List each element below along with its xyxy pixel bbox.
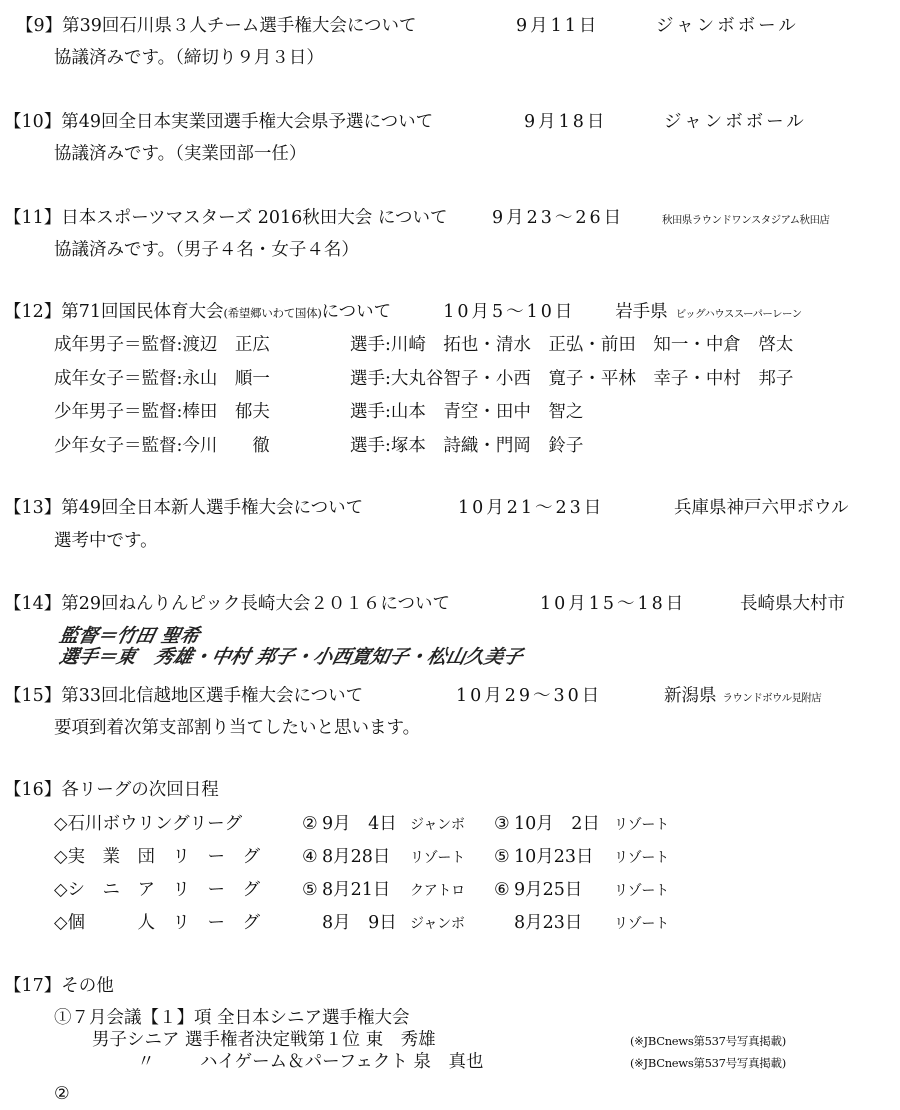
team-players: 選手:川崎 拓也・清水 正弘・前田 知一・中倉 啓太 xyxy=(350,335,794,355)
section-10-date: 9月18日 xyxy=(524,112,608,132)
section-15-heading xyxy=(4,684,821,710)
league-name: ◇実 業 団 リ ー グ xyxy=(54,847,260,867)
league-date: 8月23日 xyxy=(514,913,583,933)
league-row xyxy=(54,812,669,837)
section-15-venue: 新潟県 xyxy=(664,686,717,706)
section-11-heading xyxy=(4,206,829,232)
section-14-date: 10月15～18日 xyxy=(540,594,687,614)
team-category: 成年男子＝監督:渡辺 正広 xyxy=(54,335,270,355)
league-row xyxy=(54,878,669,903)
section-13-date: 10月21～23日 xyxy=(458,498,605,518)
team-category: 少年男子＝監督:棒田 郁夫 xyxy=(54,402,270,422)
league-date: 10月 2日 xyxy=(514,814,600,834)
section-9-title: 【9】第39回石川県３人チーム選手権大会について xyxy=(16,16,417,36)
league-name: ◇石川ボウリングリーグ xyxy=(54,814,243,834)
section-15-title: 【15】第33回北信越地区選手権大会について xyxy=(4,686,364,706)
section-12-row xyxy=(54,434,583,458)
section-14-venue: 長崎県大村市 xyxy=(740,594,845,614)
section-14-heading xyxy=(4,592,845,616)
section-12-row xyxy=(54,367,793,391)
section-13-title: 【13】第49回全日本新人選手権大会について xyxy=(4,498,364,518)
section-10-heading xyxy=(4,110,807,134)
section-10-status: 協議済みです。（実業団部一任） xyxy=(54,144,307,164)
section-9-venue: ジャンボボール xyxy=(656,16,799,36)
round-number: ⑥ xyxy=(494,880,510,900)
league-row xyxy=(54,911,669,936)
section-11-title: 【11】日本スポーツマスターズ 2016秋田大会 について xyxy=(4,208,448,228)
ditto-mark: 〃 xyxy=(137,1052,155,1072)
league-date: 10月23日 xyxy=(514,847,594,867)
league-name: ◇個 人 リ ー グ xyxy=(54,913,260,933)
section-12-title-sub: (希望郷いわて国体) xyxy=(223,306,322,320)
league-venue: リゾート xyxy=(410,850,465,866)
league-date: 9月 4日 xyxy=(322,814,397,834)
section-10-venue: ジャンボボール xyxy=(664,112,807,132)
league-venue: リゾート xyxy=(614,850,669,866)
round-number: ③ xyxy=(494,814,510,834)
section-12-row xyxy=(54,333,793,357)
team-category: 成年女子＝監督:永山 順一 xyxy=(54,369,270,389)
photo-note: (※JBCnews第537号写真掲載) xyxy=(630,1034,786,1048)
round-number: ④ xyxy=(302,847,318,867)
section-9-date: 9月11日 xyxy=(516,16,600,36)
section-17-heading: 【17】その他 xyxy=(4,976,114,996)
round-number: ⑤ xyxy=(302,880,318,900)
section-9-status: 協議済みです。（締切り９月３日） xyxy=(54,48,324,68)
section-15-venue-sub: ラウンドボウル見附店 xyxy=(722,692,822,704)
section-12-date: 10月5～10日 xyxy=(443,302,576,322)
league-date: 8月28日 xyxy=(322,847,391,867)
award-text: 男子シニア 選手権者決定戦第１位 東 秀雄 xyxy=(92,1030,436,1050)
section-11-date: 9月23～26日 xyxy=(492,208,625,228)
other-item-1: ①７月会議【１】項 全日本シニア選手権大会 xyxy=(54,1008,410,1028)
section-10-title: 【10】第49回全日本実業団選手権大会県予選について xyxy=(4,112,434,132)
league-venue: クアトロ xyxy=(410,883,465,899)
section-12-title: 【12】第71回国民体育大会 xyxy=(4,302,224,322)
section-11-venue: 秋田県ラウンドワンスタジアム秋田店 xyxy=(662,214,830,226)
section-15-date: 10月29～30日 xyxy=(456,686,603,706)
league-date: 9月25日 xyxy=(514,880,583,900)
award-text: ハイゲーム＆パーフェクト 泉 真也 xyxy=(200,1052,484,1072)
league-row xyxy=(54,845,669,870)
team-players: 選手:大丸谷智子・小西 寛子・平林 幸子・中村 邦子 xyxy=(350,369,794,389)
other-item-2: ② xyxy=(54,1084,70,1104)
section-12-venue: 岩手県 xyxy=(615,302,668,322)
section-15-status: 要項到着次第支部割り当てしたいと思います。 xyxy=(54,718,421,738)
photo-note: (※JBCnews第537号写真掲載) xyxy=(630,1056,786,1070)
section-9-heading xyxy=(16,14,799,38)
league-venue: ジャンボ xyxy=(410,817,465,833)
section-12-venue-sub: ビッグハウススーパーレーン xyxy=(675,308,802,320)
section-13-venue: 兵庫県神戸六甲ボウル xyxy=(674,498,849,518)
section-13-heading xyxy=(4,496,848,520)
league-venue: リゾート xyxy=(614,817,669,833)
league-venue: ジャンボ xyxy=(410,916,465,932)
section-12-heading xyxy=(4,300,802,326)
section-11-status: 協議済みです。（男子４名・女子４名） xyxy=(54,240,359,260)
round-number: ② xyxy=(302,814,318,834)
team-players: 選手:山本 青空・田中 智之 xyxy=(350,402,584,422)
section-16-heading: 【16】各リーグの次回日程 xyxy=(4,780,219,800)
section-14-title: 【14】第29回ねんりんピック長崎大会２０１６について xyxy=(4,594,450,614)
team-players: 選手:塚本 詩織・門岡 鈴子 xyxy=(350,436,584,456)
round-number: ⑤ xyxy=(494,847,510,867)
handwritten-players: 選手＝東 秀雄・中村 邦子・小西寛知子・松山久美子 xyxy=(57,646,525,668)
league-date: 8月 9日 xyxy=(322,913,397,933)
handwritten-coach: 監督＝竹田 聖希 xyxy=(57,625,202,647)
section-12-title-tail: について xyxy=(321,302,392,322)
league-venue: リゾート xyxy=(614,916,669,932)
league-date: 8月21日 xyxy=(322,880,391,900)
league-name: ◇シ ニ ア リ ー グ xyxy=(54,880,260,900)
section-13-status: 選考中です。 xyxy=(54,531,158,551)
league-venue: リゾート xyxy=(614,883,669,899)
section-12-row xyxy=(54,400,583,424)
other-item-1-row-2 xyxy=(92,1050,786,1075)
team-category: 少年女子＝監督:今川 徹 xyxy=(54,436,270,456)
